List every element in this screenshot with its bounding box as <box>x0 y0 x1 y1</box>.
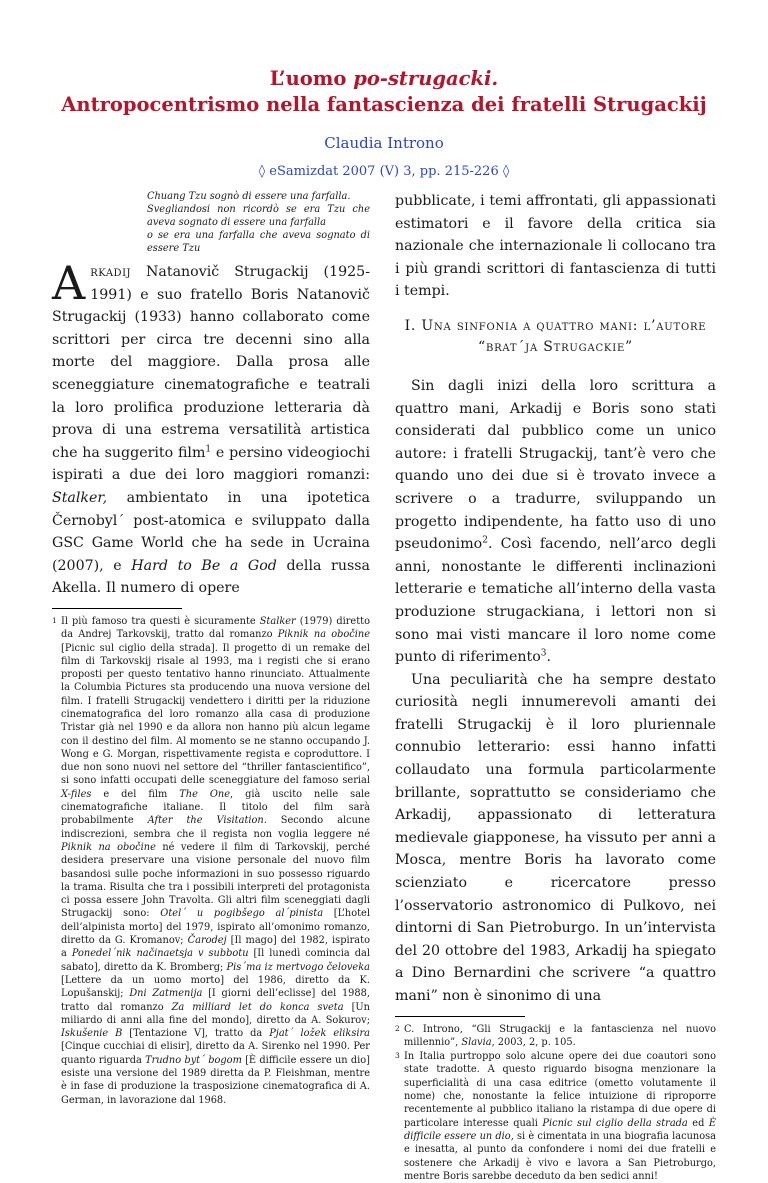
epigraph: Chuang Tzu sognò di essere una farfalla. Svegliandosi non ricordò se era Tzu che aveva sognato di essere una farfalla o se era una farfalla che aveva sognato di essere Tzu <box>147 191 370 254</box>
article-title: L’uomo po-strugacki. <box>269 67 499 90</box>
title-block <box>0 66 768 179</box>
opening-paragraph: Arkadij Natanovič Strugackij (1925-1991) e suo fratello Boris Natanovič Strugackij (1933) hanno collaborato come scrittori per circa tre decenni sino alla morte del maggiore. Dalla prosa alle sceneggiature cinematografiche e teatrali la loro prolifica produzione letteraria dà prova di una estrema versatilità artistica che ha suggerito film$^1$ e persino videogiochi ispirati a due dei loro maggiori romanzi: Stalker, ambientato in una ipotetica Černobyl´ post-atomica e sviluppato dalla GSC Game World che ha sede in Ucraina (2007), e Hard to Be a God della russa Akella. Il numero di opere <box>52 256 370 597</box>
footnote-ref-3[interactable]: 3 <box>540 648 547 659</box>
left-column <box>52 190 370 1107</box>
author-name: Claudia Introno <box>324 134 444 152</box>
footnote-3: 3 In Italia purtroppo solo alcune opere dei due coautori sono state tradotte. A questo riguardo bisogna menzionare la superficialità di una casa editrice (ometto volutamente il nome) che, nonostante la felice intuizione di riproporre recentemente al pubblico italiano la ristampa di due opere di particolare interesse quali Picnic sul ciglio della strada ed È difficile essere un dio, si è cimentata in una biografia lacunosa e inesatta, al punto da confondere i nomi dei due fratelli e sostenere che Arkadij è vivo e lavora a San Pietroburgo, mentre Boris sarebbe deceduto da ben sedici anni! <box>395 1051 716 1182</box>
section-heading: I. Una sinfonia a quattro mani: l’autore “brat´ja Strugackie” <box>404 317 707 355</box>
citation-line: ◊ eSamizdat 2007 (V) 3, pp. 215-226 ◊ <box>258 164 510 179</box>
footnote-1: 1 Il più famoso tra questi è sicuramente Stalker (1979) diretto da Andrej Tarkovskij, tratto dal romanzo Piknik na obočine [Picnic sul ciglio della strada]. Il progetto di un remake del film di Tarkovskij risale al 1993, ma i registi che si erano proposti per questo tentativo hanno rinunciato. Attualmente la Columbia Pictures sta producendo una nuova versione del film. I fratelli Strugackij vendettero i diritti per la riduzione cinematografica del loro romanzo alla casa di produzione Tristar già nel 1990 e da allora non hanno più alcun legame con il destino del film. Al momento se ne stanno occupando J. Wong e G. Morgan, rispettivamente regista e coproduttore. I due non sono nuovi nel settore del “thriller fantascientifico”, si sono infatti occupati delle sceneggiature del famoso serial X-files e del film The One, già uscito nelle sale cinematografiche italiane. Il titolo del film sarà probabilmente After the Visitation. Secondo alcune indiscrezioni, sembra che il regista non voglia leggere né Piknik na obočine né vedere il film di Tarkovskij, perché desidera preservare una visione personale del nuovo film basandosi sulle poche informazioni in suo possesso riguardo la trama. Risulta che tra i possibili interpreti del protagonista ci possa essere John Travolta. Gli altri film sceneggiati dagli Strugackij sono: Otel´ u pogibšego al´pinista [L’hotel dell’alpinista morto] del 1979, ispirato all’omonimo romanzo, diretto da G. Kromanov; Čarodej [Il mago] del 1982, ispirato a Ponedel´nik načinaetsja v subbotu [Il lunedì comincia dal sabato], diretto da K. Bromberg; Pis´ma iz mertvogo čeloveka [Lettere da un uomo morto] del 1986, diretto da K. Lopušanskij; Dni Zatmenija [I giorni dell’eclisse] del 1988, tratto dal romanzo Za milliard let do konca sveta [Un miliardo di anni alla fine del mondo], diretto da A. Sokurov; Iskušenie B [Tentazione V], tratto da Pjat´ ložek eliksira [Cinque cucchiai di elisir], diretto da A. Sirenko nel 1990. Per quanto riguarda Trudno byt´ bogom [È difficile essere un dio] esiste una versione del 1989 diretta da P. Fleishman, mentre è in fase di produzione la trasposizione cinematografica di A. German, in lavorazione dal 1968. <box>52 615 371 1106</box>
intro-continuation: pubblicate, i temi affrontati, gli appassionati estimatori e il favore della critica sia nazionale che internazionale li collocano tra i più grandi scrittori di fantascienza di tutti i tempi. <box>395 193 716 300</box>
footnote-divider <box>395 1016 525 1017</box>
footnote-ref-2[interactable]: 2 <box>482 535 488 546</box>
section-paragraph-1: Sin dagli inizi della loro scrittura a quattro mani, Arkadij e Boris sono stati considerati dal pubblico come un unico autore: i fratelli Strugackij, tant’è vero che quando uno dei due si è trovato invece a scrivere o a tradurre, sviluppando un progetto indipendente, ha fatto uso di uno pseudonimo$^2$. Così facendo, nell’arco degli anni, nonostante le differenti inclinazioni letterarie e tematiche all’interno della vasta produzione strugackiana, i lettori non si sono mai visti mancare il loro nome come punto di riferimento$^3$. <box>395 377 716 666</box>
footnote-2: 2 C. Introno, “Gli Strugackij e la fantascienza nel nuovo millennio”, Slavia, 2003, 2, p. 105. <box>395 1023 716 1048</box>
footnote-divider <box>52 608 182 609</box>
drop-cap: A <box>52 256 86 310</box>
section-paragraph-2: Una peculiarità che ha sempre destato curiosità negli innumerevoli amanti dei fratelli Strugackij è il loro pluriennale connubio letterario: essi hanno infatti collaudato una formula particolarmente brillante, soprattutto se consideriamo che Arkadij, appassionato di letteratura medievale giapponese, ha vissuto per anni a Mosca, mentre Boris ha lavorato come scienziato e ricercatore presso l’osservatorio astronomico di Pulkovo, nei dintorni di San Pietroburgo. In un’intervista del 20 ottobre del 1983, Arkadij ha spiegato a Dino Bernardini che scrivere “a quattro mani” non è sinonimo di una <box>395 671 716 1004</box>
footnote-ref-1[interactable]: 1 <box>205 444 212 455</box>
right-column <box>395 190 716 1183</box>
article-subtitle: Antropocentrismo nella fantascienza dei fratelli Strugackij <box>61 93 707 116</box>
